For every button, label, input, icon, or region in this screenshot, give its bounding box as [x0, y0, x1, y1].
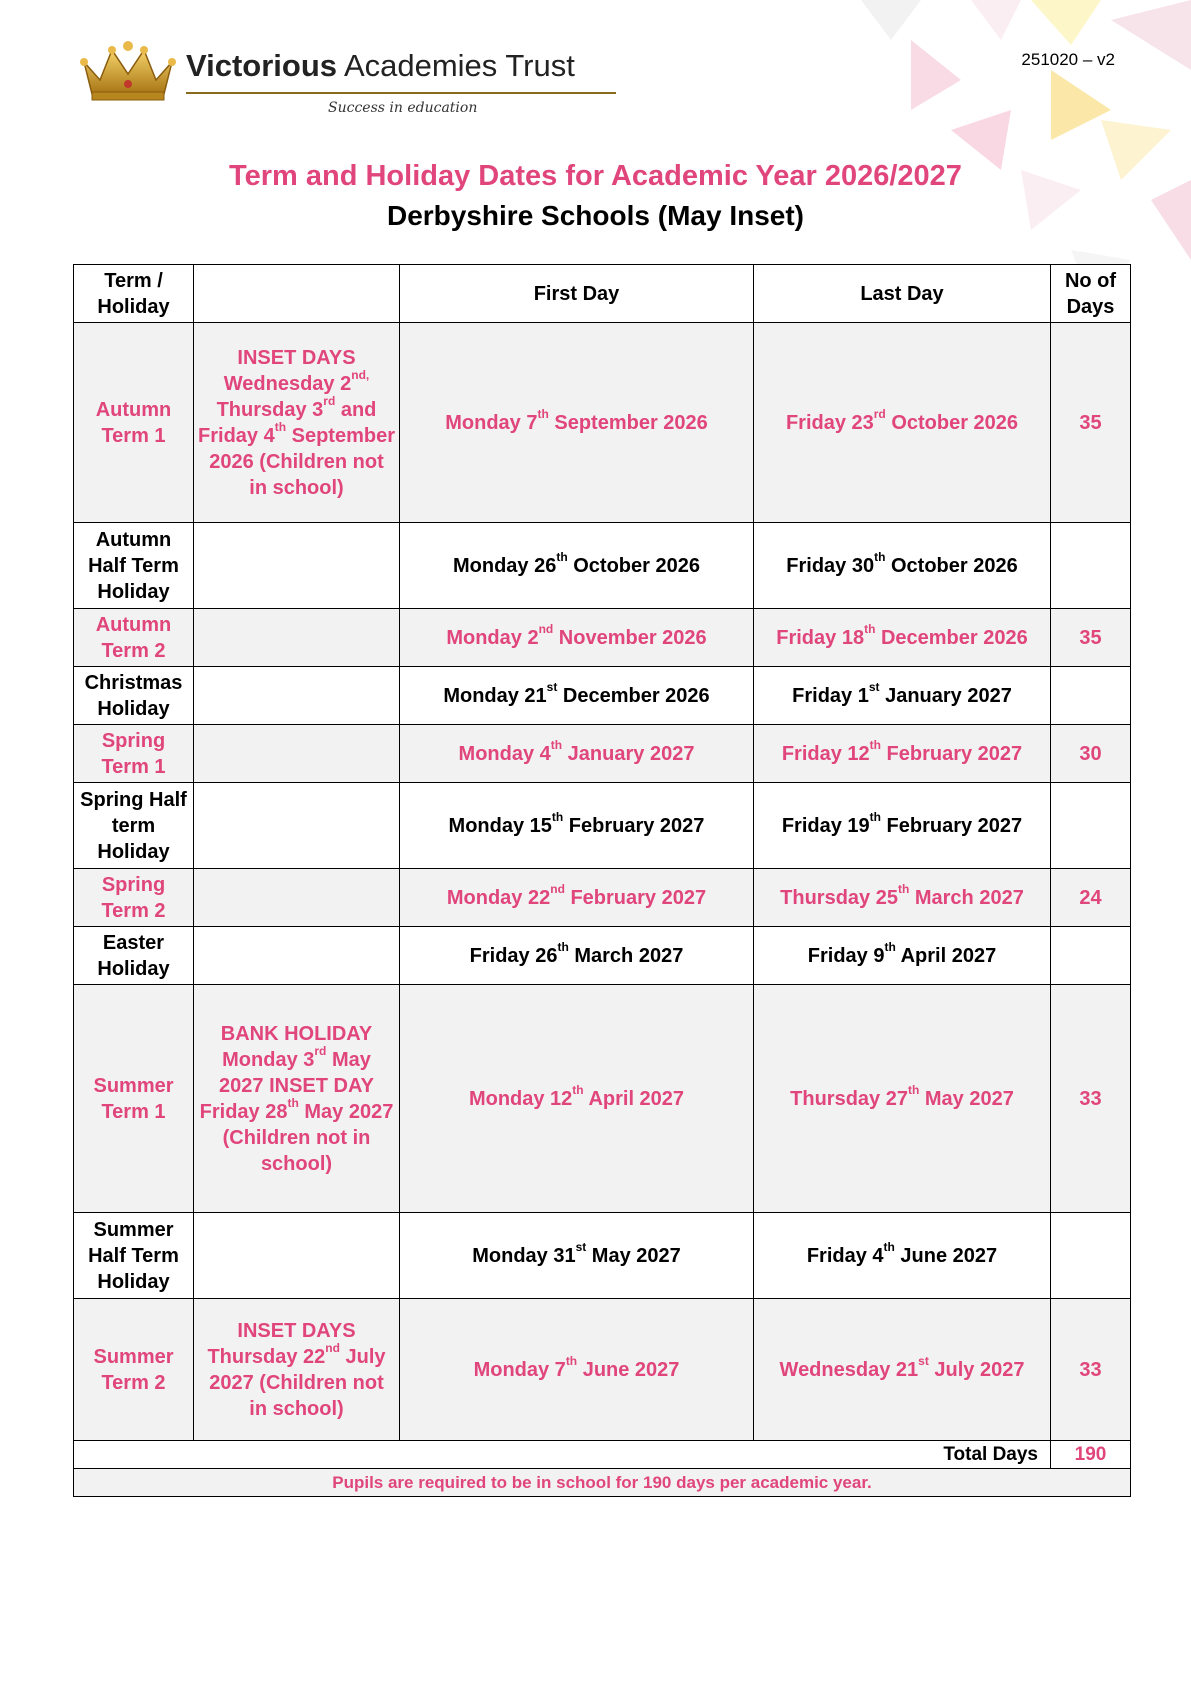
- org-name-light: Academies Trust: [343, 48, 575, 83]
- header-notes: [194, 265, 400, 323]
- term-name-cell: Spring Term 2: [74, 869, 194, 927]
- table-row: [74, 1299, 1131, 1441]
- header-term: Term / Holiday: [74, 265, 194, 323]
- first-day-cell: Monday 15th February 2027: [400, 783, 754, 869]
- logo-underline: [186, 92, 616, 94]
- notes-cell: [194, 609, 400, 667]
- term-name-cell: Summer Term 2: [74, 1299, 194, 1441]
- total-days-label: Total Days: [74, 1441, 1051, 1469]
- last-day-cell: Friday 18th December 2026: [754, 609, 1051, 667]
- table-row: [74, 609, 1131, 667]
- first-day-cell: Monday 26th October 2026: [400, 523, 754, 609]
- table-row: [74, 523, 1131, 609]
- term-name-cell: Summer Term 1: [74, 985, 194, 1213]
- notes-cell: [194, 667, 400, 725]
- table-row: [74, 323, 1131, 523]
- term-name-cell: Autumn Term 1: [74, 323, 194, 523]
- days-cell: [1051, 523, 1131, 609]
- last-day-cell: Thursday 27th May 2027: [754, 985, 1051, 1213]
- days-cell: 33: [1051, 985, 1131, 1213]
- first-day-cell: Friday 26th March 2027: [400, 927, 754, 985]
- notes-cell: [194, 927, 400, 985]
- first-day-cell: Monday 22nd February 2027: [400, 869, 754, 927]
- total-days-value: 190: [1051, 1441, 1131, 1469]
- last-day-cell: Friday 23rd October 2026: [754, 323, 1051, 523]
- notes-cell: INSET DAYS Thursday 22nd July 2027 (Children not in school): [194, 1299, 400, 1441]
- tagline: Success in education: [328, 100, 478, 116]
- last-day-cell: Friday 4th June 2027: [754, 1213, 1051, 1299]
- first-day-cell: Monday 4th January 2027: [400, 725, 754, 783]
- days-cell: 33: [1051, 1299, 1131, 1441]
- table-row: [74, 869, 1131, 927]
- last-day-cell: Friday 9th April 2027: [754, 927, 1051, 985]
- header-no-of-days: No of Days: [1051, 265, 1131, 323]
- org-name-bold: Victorious: [186, 48, 338, 83]
- notes-cell: [194, 1213, 400, 1299]
- header-first-day: First Day: [400, 265, 754, 323]
- term-dates-table: [73, 264, 1131, 1497]
- term-name-cell: Spring Term 1: [74, 725, 194, 783]
- table-header-row: [74, 265, 1131, 323]
- table-row: [74, 1213, 1131, 1299]
- attendance-footnote: Pupils are required to be in school for 190 days per academic year.: [74, 1469, 1131, 1497]
- days-cell: 35: [1051, 323, 1131, 523]
- document-reference: 251020 – v2: [1021, 50, 1115, 69]
- org-name: [186, 48, 575, 84]
- first-day-cell: Monday 21st December 2026: [400, 667, 754, 725]
- table-row: [74, 725, 1131, 783]
- days-cell: 24: [1051, 869, 1131, 927]
- last-day-cell: Friday 12th February 2027: [754, 725, 1051, 783]
- term-name-cell: Summer Half Term Holiday: [74, 1213, 194, 1299]
- days-cell: [1051, 667, 1131, 725]
- term-name-cell: Easter Holiday: [74, 927, 194, 985]
- notes-cell: [194, 869, 400, 927]
- notes-cell: [194, 725, 400, 783]
- days-cell: 30: [1051, 725, 1131, 783]
- term-name-cell: Autumn Term 2: [74, 609, 194, 667]
- footnote-row: [74, 1469, 1131, 1497]
- last-day-cell: Friday 1st January 2027: [754, 667, 1051, 725]
- table-row: [74, 985, 1131, 1213]
- table-row: [74, 783, 1131, 869]
- table-row: [74, 927, 1131, 985]
- first-day-cell: Monday 31st May 2027: [400, 1213, 754, 1299]
- last-day-cell: Friday 30th October 2026: [754, 523, 1051, 609]
- header-last-day: Last Day: [754, 265, 1051, 323]
- page-subtitle: Derbyshire Schools (May Inset): [386, 200, 804, 231]
- days-cell: 35: [1051, 609, 1131, 667]
- last-day-cell: Friday 19th February 2027: [754, 783, 1051, 869]
- days-cell: [1051, 927, 1131, 985]
- last-day-cell: Wednesday 21st July 2027: [754, 1299, 1051, 1441]
- notes-cell: BANK HOLIDAY Monday 3rd May 2027 INSET DAY Friday 28th May 2027 (Children not in school): [194, 985, 400, 1213]
- total-row: [74, 1441, 1131, 1469]
- page-title: Term and Holiday Dates for Academic Year 2026/2027: [229, 160, 962, 192]
- days-cell: [1051, 1213, 1131, 1299]
- days-cell: [1051, 783, 1131, 869]
- first-day-cell: Monday 12th April 2027: [400, 985, 754, 1213]
- trust-logo: [78, 40, 618, 130]
- last-day-cell: Thursday 25th March 2027: [754, 869, 1051, 927]
- first-day-cell: Monday 2nd November 2026: [400, 609, 754, 667]
- notes-cell: INSET DAYS Wednesday $2^{nd,}$ Thursday 3rd and Friday 4th September 2026 (Children not in school): [194, 323, 400, 523]
- first-day-cell: Monday 7th September 2026: [400, 323, 754, 523]
- notes-cell: [194, 523, 400, 609]
- term-name-cell: Autumn Half Term Holiday: [74, 523, 194, 609]
- table-row: [74, 667, 1131, 725]
- term-name-cell: Spring Half term Holiday: [74, 783, 194, 869]
- notes-cell: [194, 783, 400, 869]
- first-day-cell: Monday 7th June 2027: [400, 1299, 754, 1441]
- crown-icon: [78, 40, 178, 104]
- term-name-cell: Christmas Holiday: [74, 667, 194, 725]
